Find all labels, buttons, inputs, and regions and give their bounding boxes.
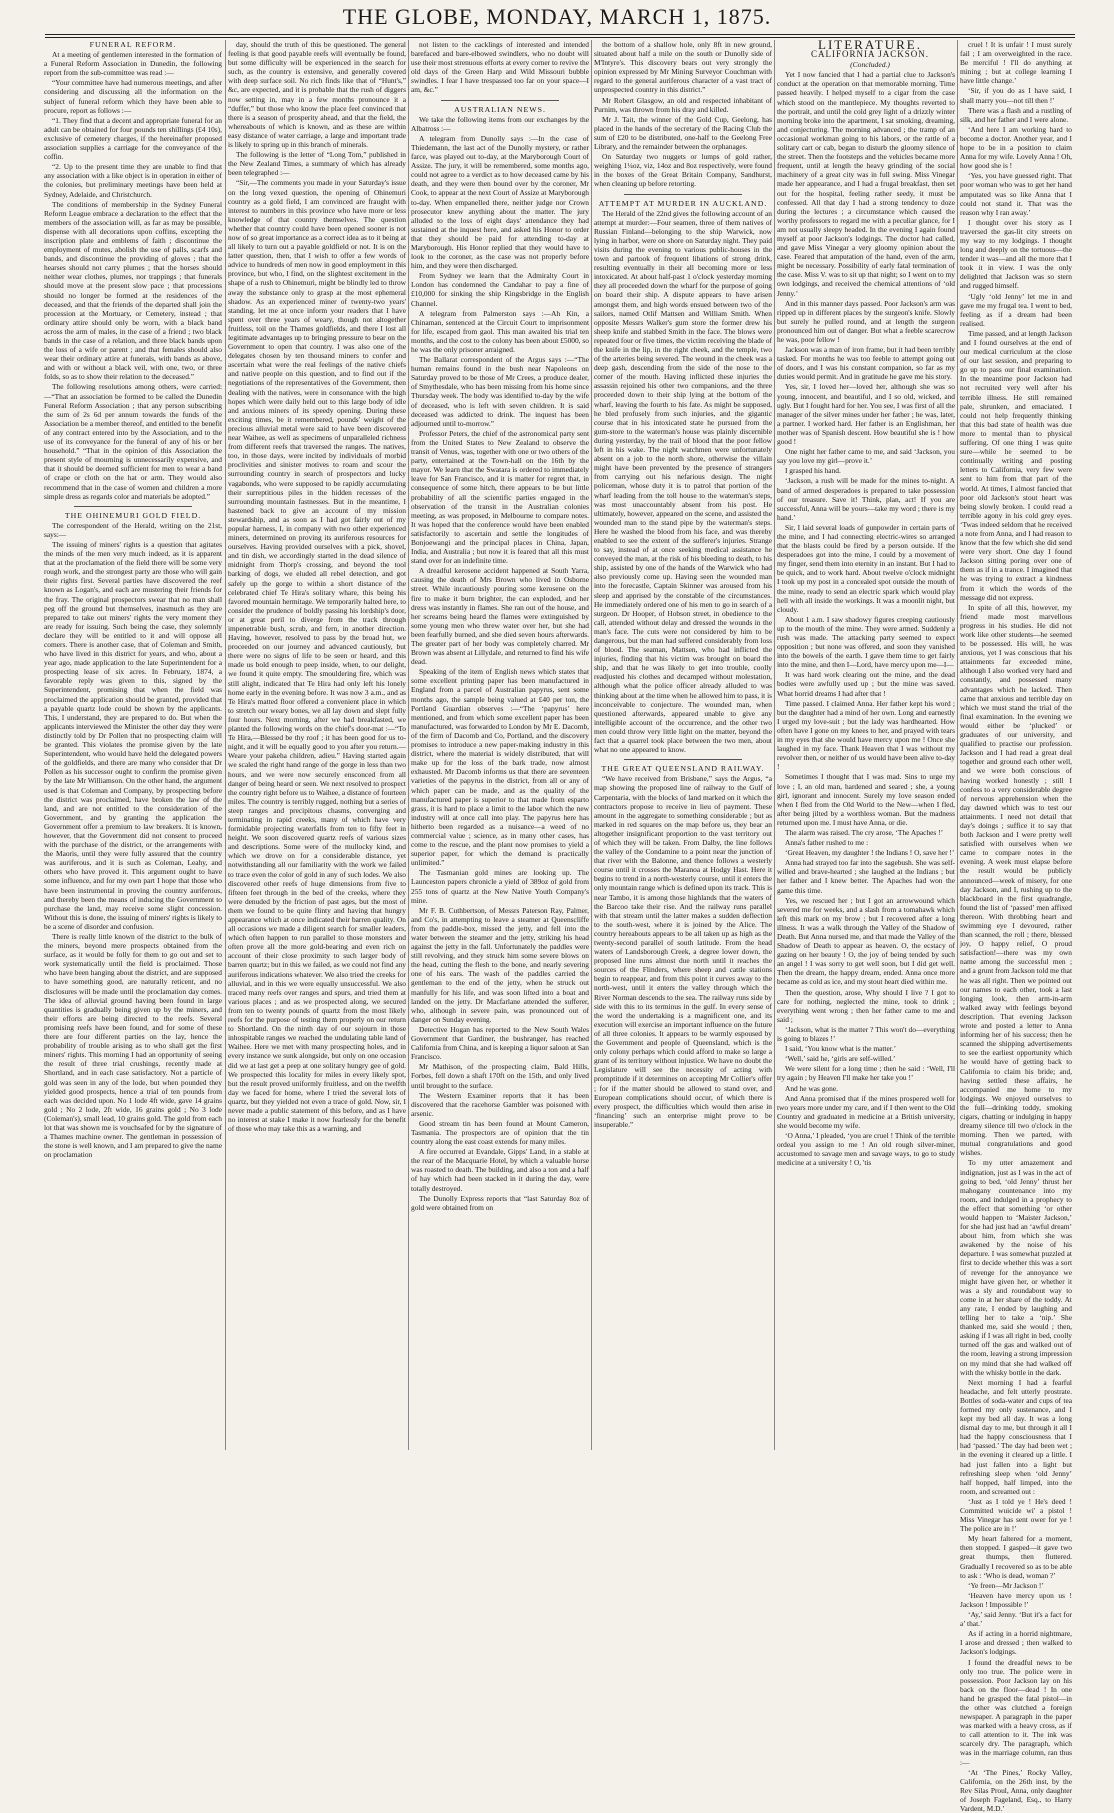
article-heading: FUNERAL REFORM. bbox=[89, 40, 177, 49]
article-heading: AUSTRALIAN NEWS. bbox=[454, 104, 546, 114]
paragraph: Sometimes I thought that I was mad. Sins to urge my love ; I, an old man, hardened and seared ; she, a young girl, ignorant and innocent. Surely my love season ended when I fled from the Old World to the New—when I fled, after being jilted by a worthless woman. But the madness returned upon me. I must have Anna, or die. bbox=[777, 772, 955, 827]
paragraph: The Tasmanian gold mines are looking up. The Launceston papers chronicle a yield of 389oz of gold from 255 tons of quartz at the New Native Youth Company's mine. bbox=[411, 868, 589, 905]
paragraph: ‘Ay,’ said Jenny. ‘But it's a fact for a’ that.’ bbox=[960, 1610, 1072, 1629]
column-5 bbox=[777, 37, 955, 1450]
paragraph: “Your committee have had numerous meetings, and after considering and discussing all the information on the subject of funeral reform which they have been able to procure, report as follows :— bbox=[44, 78, 222, 115]
paragraph: On Saturday two nuggets or lumps of gold rather, weighing 1¼oz, viz, 14oz and 8oz respectively, were found in the boxes of the Great Britain Company, Sandhurst, when cleaning up before retorting. bbox=[594, 152, 772, 189]
paragraph: ‘Yes, you have guessed right. That poor woman who was to get her hand amputated was so like Anna that I could not stand it. That was the reason why I ran away.’ bbox=[960, 171, 1072, 217]
paragraph: The following resolutions among others, were carried:—“That an association be formed to be called the Dunedin Funeral Reform Association ; that any person subscribing the sum of 2s 6d per annum towards the funds of the Association be a member thereof, and entitled to the benefit of any contract entered into by the Association, and to the use of its conveyance for the funeral of any of his or her household.” “That in the opinion of this Association the present style of mourning is unnecessarily expensive, and that it should be deemed sufficient for men to wear a band of crape or cloth on the hat or arm. They would also recommend that in the case of women and children a more simple dress as regards color and materials be adopted.” bbox=[44, 382, 222, 501]
paragraph: I found the dreadful news to be only too true. The police were in possession. Poor Jackson lay on his back on the floor—dead ! In one hand he grasped the fatal pistol—in the other was clutched a foreign newspaper. A paragraph in the paper was marked with a heavy cross, as if to call attention to it. The ink was scarcely dry. The paragraph, which was in the marriage column, ran thus :— bbox=[960, 1657, 1072, 1767]
paragraph: My heart faltered for a moment, then stopped. I gasped—it gave two great thumps, then fluttered. Gradually I recovered so as to be able to ask : ‘Who is dead, woman ?’ bbox=[960, 1534, 1072, 1580]
paragraph: ‘At ‘The Pines,’ Rocky Valley, California, on the 26th inst, by the Rev Silas Proul, Anna, only daughter of Joseph Fageland, Esq., to Harry Vardent, M.D.’ bbox=[960, 1767, 1072, 1813]
paragraph: One night her father came to me, and said ‘Jackson, you say you love my girl—prove it.’ bbox=[777, 447, 955, 466]
paragraph: Anna's father rushed to me : bbox=[785, 838, 869, 848]
masthead-rule bbox=[45, 34, 1075, 35]
paragraph: A telegram from Palmerston says :—Ah Kin, a Chinaman, sentenced at the Circuit Court to imprisonment for life, escaped from gaol. This man awaited his trial ten months, and the cost to the colony has been about £5000, so he was the only prisoner arraigned. bbox=[411, 308, 589, 354]
article-heading: ATTEMPT AT MURDER IN AUCKLAND. bbox=[598, 198, 768, 208]
paragraph: Anna had strayed too far into the sagebush. She was self-willed and brave-hearted ; she laughed at the Indians ; but her father and I knew better. The Apaches had won the game this time. bbox=[777, 858, 955, 895]
column-divider bbox=[591, 40, 592, 1450]
column-2 bbox=[228, 40, 406, 1450]
paragraph: day, should the truth of this be questioned. The general feeling is that good payable reefs will eventually be found, but some difficulty will be experienced in the search for such, as the country is extensive, and generally covered with deep surface soil. No rich finds like that of “Hunt's,” &c, are expected, and it is probable that the rush of diggers now setting in, may in a few months pronounce it a “duffer,” but those who know the place feel convinced that there is a season of prosperity ahead, and that the field, the whereabouts of which is known, and as these are within easy distance of water carriage, a large and important trade is likely to spring up in this branch of minerals. bbox=[228, 40, 406, 150]
paragraph: Yet I now fancied that I had a partial clue to Jackson's conduct at the operation on that memorable morning. Time passed heavily. I helped myself to a cigar from the case which stood on the mantlepiece. My thoughts reverted to the portrait, and until the cold grey light of a drizzly winter morning broke into the apartment, I sat smoking, dreaming, and conjecturing. The morning advanced ; the tramp of an occasional workman going to his labors, or the rattle of a solitary cart or cab, began to disturb the gloomy silence of the street. Then the footsteps and the vehicles became more frequent, until at length the heavy grinding of the social machinery of a great city was in full swing. Miss Vinegar made her appearance, and I had a frugal breakfast, then set out for the hospital, feeling rather seedy, it must be confessed. All that day I had a strong tendency to doze during the lectures ; a circumstance which caused the worthy professors to regard me with a peculiar glance, for I am not usually sleepy headed. In the evening I again found myself at poor Jackson's lodgings. The doctor had called, and gave Miss Vinegar a very gloomy opinion about the case. Feared that amputation of the hand, even of the arm, might be necessary. Possibility of early fatal termination of the case. Miss V. was to sit up that night; so I went on to my own lodgings, and received the chemical attentions of ‘old Jenny.’ bbox=[777, 70, 955, 298]
column-divider bbox=[225, 40, 226, 1450]
section-rule bbox=[624, 759, 742, 760]
column-6 bbox=[960, 40, 1073, 1813]
section-rule bbox=[441, 100, 559, 101]
paragraph: Professor Peters, the chief of the astronomical party sent from the United States to New Zealand to observe the transit of Venus, was, together with one or two others of the party, entertained at the Town-hall on the 16th by the mayor. We learn that the Swatara is ordered to immediately leave for San Francisco, and it is matter for regret that, in consequence of some hitch, there appears to be but little probability of all the scientific parties engaged in the observation of the transit in the Australian colonies meeting, as was proposed, in Melbourne to compare notes. It was hoped that the conference would have been enabled satisfactorily to ascertain and settle the longitudes of Bonjoewangi and the principal places in China, Japan, India, and Australia ; but now it is feared that all this must stand over for an indefinite time. bbox=[411, 428, 589, 566]
paragraph: It was hard work clearing out the mine, and the dead bodies were awfully used up ; but the mine was saved. What horrid dreams I had after that ! bbox=[777, 670, 955, 698]
paragraph: Speaking of the item of English news which states that some excellent printing paper has been manufactured in England from a parcel of Australian papyrus, sent some months ago, the sample being valued at £40 per ton, the Portland Guardian observes :—“The ‘papyrus’ here mentioned, and from which some excellent paper has been manufactured, was forwarded to London by Mr E. Dacomb, of the firm of Dacomb and Co, Portland, and the discovery promises to introduce a new paper-making industry in this district, where the material is widely distributed, that will make up for the loss of the bark trade, now almost exhausted. Mr Dacomb informs us that there are seventeen varieties of the papyrus in the district, from all or any of which paper can be made, and as the quality of the manufactured paper is superior to that made from esparto grass, it is hard to place a limit to the labor which the new industry will at once call into play. The papyrus here has hitherto been regarded as a nuisance—a weed of no commercial value ; science, as in many other cases, has come to the rescue, and the plant now promises to yield a superior paper, for which the demand is practically unlimited.” bbox=[411, 667, 589, 868]
paragraph: not listen to the cacklings of interested and intended barefaced and bare-elbowed swindlers, who no doubt will use their most strenuous efforts at every corner to revive the old days of the Green Harp and Wild Missouri bubble swindles. I fear I have trespassed too far on your space—I am, &c.” bbox=[411, 40, 589, 95]
column-1 bbox=[44, 40, 222, 1450]
paragraph: We were silent for a long time ; then he said : ‘Well, I'll try again ; by Heaven I'll make her take you !’ bbox=[777, 1064, 955, 1083]
paragraph: ‘Well,’ said he, ‘girls are self-willed.’ bbox=[785, 1054, 896, 1064]
story-title: CALIFORNIA JACKSON. bbox=[810, 49, 929, 60]
paragraph: ‘Jackson, what is the matter ? This won't do—everything is going to blazes !’ bbox=[777, 1024, 955, 1044]
paragraph: Sir, I laid several loads of gunpowder in certain parts of the mine, and I had connecting electric-wires so arranged that the blasts could be fired by a person outside. If the desperadoes got into the mine, I could by a movement of my finger, send them into eternity in an instant. But I had to be quick, and to work hard. About twelve o'clock midnight I took up my post in a concealed spot outside the mouth of the mine, ready to send an electric spark which would play hell with all inside the workings. It was a moonlit night, but cloudy. bbox=[777, 522, 955, 614]
paragraph: And he was gone. bbox=[785, 1083, 838, 1093]
paragraph: At a meeting of gentlemen interested in the formation of a Funeral Reform Association in Dunedin, the following report from the sub-committee was read :— bbox=[44, 50, 222, 78]
article-heading: THE GREAT QUEENSLAND RAILWAY. bbox=[601, 764, 765, 774]
paragraph: The Herald of the 22nd gives the following account of an attempt at murder:—Four seamen, three of them natives of Russian Finland—belonging to the ship Warwick, now lying in harbor, were on shore on Saturday night. They paid visits during the evening to various public-houses in the town and partook of frequent libations of strong drink, resulting eventually in their all becoming more or less intoxicated. At about half-past 1 o'clock yesterday morning they all proceeded down the wharf for the purpose of going on board their ship. A dispute appears to have arisen amongst them, and high words ensued between two of the sailors, named Otlif Mattsen and William Smith. When opposite Messrs Walker's gum store the former drew his sheep knife and stabbed Smith in the face. The blows were repeated four or five times, the victim receiving the blade of the knife in the lip, in the right cheek, and the temple, two of the arteries being severed. The wound in the cheek was a deep gash, descending from the side of the nose to the corner of the mouth. Having inflicted these injuries the assassin rejoined his other two companions, and the three proceeded down to their ship lying at the bottom of the wharf, leaving the fourth to his fate. As might be supposed, he bled profusely from such injuries, and the gigantic course that in his intoxicated state he pursued from the gum-store to the waterman's house was plainly discernible during yesterday, by the trail of blood that the poor fellow left in his wake. The night watchmen were unfortunately absent on a job to the north shore, otherwise the villain might have been prevented by the presence of strangers from carrying out his nefarious design. The night policeman, whose duty it is to patrol that portion of the wharf leading from the toll house to the waterman's steps, was most unaccountably absent from his post. He ultimately, however, appeared on the scene, and assisted the wounded man to the stand pipe by the waterman's steps. Here he washed the blood from his face, and was thereby enabled to see the extent of the sufferer's injuries. Strange to say, instead of at once seeking medical assistance he conveyed the man, at the risk of his bleeding to death, to his ship, assisted by one of the hands of the Warwick who had also previously come up. Having seen the wounded man into the forecastle, Captain Skinner was aroused from his sleep and apprised by the constable of the circumstances. He immediately ordered one of his men to go in search of a surgeon. Dr Hooper, of Hobson street, in obedience to the call, attended without delay and dressed the wounds in the man's face. The cuts were not considered by him to be dangerous, but the man had suffered considerably from loss of blood. The seaman, Mattsen, who had inflicted the injuries, finding that his victim was brought on board the ship, and that he was likely to get into trouble, coolly readjusted his clothes and decamped without molestation, although what the police officer already alluded to was thinking about at the time when he allowed him to pass, it is inconceivable to conjecture. The wounded man, when questioned afterwards, appeared unable to give any intelligible account of the occurrence, and the other two men could throw very little light on the matter, beyond the fact that a quarrel took place between the two men, about what no one appeared to know. bbox=[594, 208, 772, 755]
paragraph: cruel ! It is unfair ! I must surely fail ; I am overweighted in the race. Be merciful ! I'll do anything at mining ; but at college learning I have little change.’ bbox=[960, 40, 1072, 86]
paragraph: Mr F. B. Cuthbertson, of Messrs Paterson Ray, Palmer, and Co's, in attempting to leave a steamer at Queenscliffe from the paddle-box, missed the jetty, and fell into the water between the steamer and the jetty, striking his head against the jetty in the fall. Unfortunately the paddles were still revolving, and they struck him some severe blows on the head, cutting the flesh to the bone, and nearly severing one of his ears. The wash of the paddles carried the gentleman to the end of the jetty, when he struck out manfully for his life, and was soon lifted into a boat and landed on the jetty. Dr Macfarlane attended the sufferer, who, although in severe pain, was pronounced out of danger on Sunday evening. bbox=[411, 905, 589, 1024]
column-4 bbox=[594, 40, 772, 1450]
paragraph: There is really little known of the district to the bulk of the miners, beyond mere prospects obtained from the surface, as it would be folly for them to go out and set to work systematically until the field is proclaimed. Those who have been hanging about the district, and are supposed to have something good, are naturally reticent, and no disclosures will be made until the proclamation day comes. The idea of alluvial ground having been found in large quantities is gradually being given up by the miners, and their efforts are being directed to the reefs. Several promising reefs have been found, and for some of these there are four different parties on the lay, hence the probability of trouble arising as to who shall get the first miners' rights. This morning I had an opportunity of seeing the result of three trial crushings, recently made at Shortland, and in each case satisfactory. Not a particle of gold was seen in any of the lode, but when pounded they yielded good prospects, hence a trial of ten pounds from each was decided upon. No 1 lode 4ft wide, gave 14 grains gold ; No 2 lode, 2ft wide, 16 grains gold ; No 3 lode (Coleman's), small lead, 10 grains gold. The gold from each lot that was shown me is vouchsafed for by the signature of a Thames machine owner. The gentleman in possession of the stone is well known, and I am prepared to give the name on proclamation bbox=[44, 932, 222, 1160]
paragraph: There was a flash and a rustling of silk, and her father and I were alone. bbox=[960, 105, 1072, 124]
paragraph: The following is the letter of “Long Tom,” published in the New Zealand Times, a summary of which has already been telegraphed :— bbox=[228, 150, 406, 178]
paragraph: Detective Hogan has reported to the New South Wales Government that Gardiner, the bushranger, has reached California from China, and is keeping a liquor saloon at San Francisco. bbox=[411, 1024, 589, 1062]
story-note: (Concluded.) bbox=[850, 60, 890, 70]
paragraph: ‘And here I am working hard to become a doctor. Another year, and I hope to be in a position to claim Anna for my wife. Lovely Anna ! Oh, how good she is ! bbox=[960, 124, 1072, 171]
paragraph: And in this manner days passed. Poor Jackson's arm was ripped up in different places by the surgeon's knife. Slowly but surely he pulled round, and at length the surgeon pronounced him out of danger. But what a feeble scarecrow he was, poor fellow ! bbox=[777, 298, 955, 344]
section-rule bbox=[624, 194, 742, 195]
paragraph: ‘Ye freen—Mr Jackson !’ bbox=[968, 1580, 1044, 1590]
paragraph: Time passed, and at length Jackson and I found ourselves at the end of our medical curriculum at the close of our last session, and preparing to go up to pass our final examination. In the meantime poor Jackson had not recruited very well after his terrible illness. He still remained pale, shrunken, and emaciated. I could not help frequently thinking that this bad state of health was due more to mental than to physical suffering. Of one thing I was quite sure—while he seemed to be continually writing and posting letters to California, very few were sent to him from that part of the world. At times, I almost fancied that poor old Jackson's stout heart was being slowly broken. I could read a terrible agony in his cold grey eyes. ‘Twas indeed seldom that he received a note from Anna, and I had reason to know that the few which she did send were very short. One day I found Jackson sitting poring over one of them as if in a trance. I imagined that he was trying to extract a kindness from it which the words of the message did not express. bbox=[960, 328, 1073, 602]
paragraph: ‘Jackson, a rush will be made for the mines to-night. A band of armed desperadoes is prepared to take possession of our treasure. Save it! Think, plan, act! If you are successful, Anna will be yours—take my word ; there is my hand.’ bbox=[777, 476, 955, 522]
paragraph: ‘Heaven have mercy upon us ! Jackson ! Impossible !’ bbox=[960, 1590, 1072, 1609]
column-divider bbox=[774, 40, 775, 1450]
paragraph: “1. They find that a decent and appropriate funeral for an adult can be obtained for four pounds ten shillings (£4 10s), exclusive of cemetery charges, if the hereinafter proposed association supplies a carriage for the conveyance of the coffin. bbox=[44, 115, 222, 162]
paragraph: ‘Great Heaven, my daughter ! the Indians ! O, save her !’ bbox=[785, 848, 955, 858]
paragraph: ‘Ugly ‘old Jenny’ let me in and gave me my frugal tea. I went to bed, feeling as if a dream had been realised. bbox=[960, 291, 1072, 328]
article-heading: THE OHINEMURI GOLD FIELD. bbox=[64, 510, 202, 520]
paragraph: Mr Mathison, of the prospecting claim, Bald Hills, Forbes, fell down a shaft 170ft on the 15th, and only lived until brought to the surface. bbox=[411, 1062, 589, 1090]
paragraph: Jackson was a man of iron frame, but it had been terribly tasked. For months he was too feeble to attempt going out of doors, and I was his constant companion, so far as my duties would permit. And in gratitude he gave me his story. bbox=[777, 345, 955, 382]
paragraph: The alarm was raised. The cry arose, ‘The Apaches !’ bbox=[785, 827, 944, 837]
paragraph: Good stream tin has been found at Mount Cameron, Tasmania. The prospectors are of opinion that the tin country along the east coast extends for many miles. bbox=[411, 1118, 589, 1147]
paragraph: The conditions of membership in the Sydney Funeral Reform League embrace a declaration to the effect that the members of the association will, as far as may be possible, dispense with all decorations upon coffins, excepting the inscription plate and emblems of faith ; discontinue the employment of mutes, abolish the use of palls, scarfs and bands, and discontinue the providing of gloves ; that the hearses should not carry plumes ; that the horses should neither wear clothes, plumes, nor trappings ; that funerals should move at the present slow pace ; that processions should no longer be formed at the residences of the deceased, and that the friends of the departed shall join the procession at the Mortuary, or Cemetery, instead ; that ordinary attire should only be worn, with a black band across the arm of males, in the case of a friend ; two black bands in the case of a relation, and three black bands upon the loss of a wife or parent ; and that females should also wear their ordinary attire at funerals, with bands as above, and with or without a black veil, with one, two, or three folds, so as to show their relation to the deceased.” bbox=[44, 199, 222, 382]
column-3 bbox=[411, 40, 589, 1450]
paragraph: A telegram from Dunolly says :—In the case of Thiedemann, the last act of the Dunolly mystery, or rather farce, was played out to-day, at the Maryborough Court of Assize. The jury, it will be remembered, some months ago, could not agree to a verdict as to how deceased came by his death, and they were then bound over by the coroner, Mr Cook, to appear at the next Court of Assize at Maryborough to-day. When empanelled there, neither judge nor Crown prosecutor knew anything about the matter. The jury alluded to the loss of eight days' attendance they had sustained at the inquest here, and asked his Honor to order that they should be paid for attending to-day at Maryborough. His Honor replied that they would have to look to the coroner, as the case was not properly before him, and they were then discharged. bbox=[411, 133, 589, 271]
paragraph: Mr J. Tait, the winner of the Gold Cup, Geelong, has placed in the hands of the secretary of the Racing Club the sum of £20 to be distributed, one-half to the Geelong Free Library, and the remainder between the orphanages. bbox=[594, 114, 772, 152]
paragraph: The Ballarat correspondent of the Argus says :—“The human remains found in the bush near Napoleons on Saturday proved to be those of Mr Crees, a produce dealer, of Smythesdale, who has been missing from his home since Thursday week. The body was identified to-day by the wife of deceased, who is left with seven children. It is said deceased was addicted to drink. The inquest has been adjourned until to-morrow.” bbox=[411, 355, 589, 428]
paragraph: I thought over his story as I traversed the gas-lit city streets on my way to my lodgings. I thought long and deeply on the tortuous—the tender it was—and all the more that I took it in view. I was the only delighted that Jackson was so stern and rugged himself. bbox=[960, 217, 1072, 291]
paragraph: I said, ‘You know what is the matter.’ bbox=[785, 1044, 897, 1054]
paragraph: “Sir,—The comments you made in your Saturday's issue on the long vexed question, the opening of Ohinemuri country as a gold field, I am convinced are fraught with interest to numbers in this province who have more or less knowledge of that country themselves. The question whether that country could have been opened sooner is not now of so great importance as a correct idea as to it being at all likely to turn out a payable goldfield or not. It is on the latter question, then, that I wish to offer a few words of advice to hundreds of men now in good employment in this province, but who, I find, on the slightest excitement in the shape of a rush to Ohinemuri, might be blindly led to throw away the substance only to grasp at the most ephemeral shadow. As an experienced miner of twenty-two years' standing, let me at once inform your readers that I have spent over three years of weary, though not altogether fruitless, toil on the Thames goldfields, and there I lost all legitimate advantages up to bringing pressure to bear on the Government to open that country. I was also one of the delegates chosen by ten thousand miners to confer and ascertain what were the real feelings of the native chiefs and native people on this question, and to find out if the negotiations of the representatives of the Government, then dealing with the natives, were in consonance with the high hopes which were daily held out to this large body of idle and anxious miners of its speedy opening. During these exciting times, be it remembered, pounds' weight of the precious alluvial metal were said to have been discovered near Waihee, as well as specimens of unparalleled richness from different reefs that traversed the ranges. The natives, too, in those days, were incited by individuals of morbid proclivities and sinister motives to roam and scour the surrounding country in search of prospectors and lucky vagabonds, who were supposed to be rapidly accumulating their surreptitious piles in the hidden recesses of the surrounding mountain fastnesses. But in the meantime, I hastened back to give an account of my mission stewardship, and as soon as I had got fairly out of my popular harness, I, in company with two other experienced miners, determined on proving its auriferous resources for ourselves. Having provided ourselves with a pick, shovel, and tin dish, we accordingly started in the dead silence of midnight from Thorp's crossing, and beyond the tool barking of dogs, we eluded all rebel detection, and got safely up the gorge to within a short distance of the celebrated chief Te Hira's solitary whare, this being his favored mountain hermitage. We temporarily halted here, to consider the prudence of boldly passing his lordship's door, or at great peril to diverge from the track through impenetrable bush, scrub, and fern, in another direction. Having, however, resolved to pass by the broad hut, we proceeded on our journey and advanced cautiously, but there were no signs of life to be seen or heard, and this made us bold enough to peep inside, when, to our delight, we found it quite empty. The smouldering fire, which was still alight, indicated that Te Hira had only left his lonely home early in the evening before. It was now 3 a.m., and as Te Hira's matted floor offered a convenient place in which to stretch our weary bones, we all lay down and slept fully four hours. Next morning, after we had breakfasted, we planted the following words on the chief's door-mat :—“To Te Hira,—Blessed be thy roof ; it has been good for us to-night, and it will be equally good to you after you return.—Weare your pakeha children, adieu.” Having started again we scaled the right hand range of the gorge in less than two hours, and we were now securely ensconced from all danger of being heard or seen. We next resolved to prospect the country right before us to Waihee, a distance of fourteen miles. The country is terribly rugged, nothing but a series of steep ranges and precipitous chasms, converging and terminating in rapid creeks, many of which have very formidable projecting waterfalls from ten to fifty feet in height. We soon discovered quartz reefs of various sizes and descriptions. Some were of the mullocky kind, and which we drove on for a considerable distance, yet notwithstanding all our familiarity with the work we failed to trace even the color of gold in any of such lodes. We also discovered other reefs of huge dimensions from five to fifteen feet through in the bed of the creeks, where they were denuded by the friction of past ages, but the most of them we found to be quite flinty and having that hungry appearance which at once indicated their barren quality. On all occasions we made a diligent search for smaller leaders, which often happen to run parallel to those monsters and often prove all the more gold-bearing and even rich on account of their close proximity to such larger body of barren quartz; but in this we failed, as we could not find any auriferous indications whatever. We also tried the creeks for alluvial, and in this we were equally unsuccessful. We also traced many reefs over ranges and spurs, and tried them at various places ; and as we prospected along, we secured from ten to twenty pounds of quartz from the most likely reefs for the purpose of testing them properly on our return to Shortland. On the ninth day of our sojourn in those inhospitable ranges we reached the undulating table land of Waihee. Here we met with many prospecting holes, and in every instance we sunk alongside, but only on one occasion did we at last get a peep at one solitary hungry gee of gold. We prospected this locality for miles in every likely spot, but the result proved uniformly fruitless, and on the twelfth day we faced for home, where I tried the several lots of quartz, but they yielded not even a trace of gold. Now, sir, I never made a public statement of this before, and as I have no interest at stake I make it now fearlessly for the benefit of those who may take this as a warning, and bbox=[228, 178, 406, 1134]
paragraph: The correspondent of the Herald, writing on the 21st, says:— bbox=[44, 520, 222, 539]
paragraph: A fire occurred at Evandale, Gipps' Land, in a stable at the rear of the Macquarie Hotel, by which a valuable horse was roasted to death. The building, and also a ton and a half of hay which had been stacked in it during the day, were totally destroyed. bbox=[411, 1147, 589, 1193]
paragraph: The Western Examiner reports that it has been discovered that the racehorse Gambler was poisoned with arsenic. bbox=[411, 1090, 589, 1118]
paragraph: Time passed. I claimed Anna. Her father kept his word ; but the daughter had a mind of her own. Long and earnestly I urged my love-suit ; but the lady was hardhearted. How often have I gone on my knees to her, and prayed with tears in my eyes that she would have mercy upon me ! Once she laughed in my face. Thank Heaven that I was without my revolver then, or neither of us would have been alive to-day ! bbox=[777, 698, 955, 772]
paragraph: “2. Up to the present time they are unable to find that any association with a like object is in operation in either of the colonies, but preliminary meetings have been held at Sydney, Adelaide, and Christchurch. bbox=[44, 162, 222, 199]
paragraph: I grasped his hand. bbox=[785, 466, 841, 476]
section-rule bbox=[74, 506, 192, 507]
paragraph: To my utter amazement and indignation, just as I was in the act of going to bed, ‘old Jenny’ thrust her mahogany countenance into my room, and indulged in a prophecy to the effect that something ‘or other would happen to ‘Maister Jackson,’ for she had just had an ‘awful dream’ about him, from which she was awakened by the noise of his departure. I was somewhat puzzled at first to decide whether this was a sort of revenge for the annoyance we might have given her, or whether it was a sly and roundabout way to come in at her share of the toddy. At any rate, I ended by laughing and telling her to take a ‘nip.’ She thanked me, said she would ; then, asking if I was all right in bed, coolly turned off the gas and walked out of the room, leaving a strong impression on my mind that she had walked off with the whisky bottle in the dark. bbox=[960, 1158, 1072, 1377]
paragraph: The issuing of miners' rights is a question that agitates the minds of the men very much indeed, as it is apparent that at the proclamation of the field there will be some very rough work, and the strongest party are those who will gain their rights first. Several parties have discovered the reef known as Logan's, and each are mustering their friends for the fray. The original prospectors swear that no man shall peg off the ground but themselves, inasmuch as they are prepared to take out miners' rights the very moment they are ready for issuing. Such being the case, they solemnly declare they will be entitled to it and will oppose all comers. There is another case, that of Coleman and Smith, who have lived in this district for years, and who, about a year ago, made application to the late Superintendent for a prospecting lease of six acres. In February, 1874, a favorable reply was given to this, signed by the Superintendent, promising that when the field was proclaimed the application should be granted, provided that a payable quartz lode could be shown by the applicants. This, I understand, they are prepared to do. But when the applicants interviewed the Minister the other day they were distinctly told by Dr Pollen that no prospecting claim will be granted. This violates the promise given by the late Superintendent, who would have held the delegated powers of the goldfields, and there are many who consider that Dr Pollen as his successor ought to confirm the promise given by the late Mr Williamson. On the other hand, the argument used is that Coleman and Company, by prospecting before the district was proclaimed, have broken the law of the land, and are not entitled to the consideration of the Government, and by granting the application the Government offer a premium to law breakers. It is known, however, that the Government did not consent to proceed with the purchase of the district, or the arrangements with the Maoris, until they were fully assured that the country was auriferous, and it is such as Coleman, Leahy, and others who have proved it. This argument ought to have some influence, and for my own part I hope that those who have been instrumental in proving the country auriferous, and thereby been the means of inducing the Government to purchase the land, may receive some slight concession. Without this is done, the issuing of miners' rights is likely to be a scene of disorder and confusion. bbox=[44, 539, 222, 931]
paragraph: the bottom of a shallow hole, only 8ft in new ground, situated about half a mile on the south or Dunolly side of M'Intyre's. This discovery bears out very strongly the opinion expressed by Mr Mining Surveyor Couchman with regard to the general auriferous character of a vast tract of unprospected country in this district.” bbox=[594, 40, 772, 95]
paragraph: ‘O Anna,’ I pleaded, ‘you are cruel ! Think of the terrible ordeal you assign to me ! An old rough silver-miner, accustomed to savage men and savage ways, to go to study medicine at a university ! O, 'tis bbox=[777, 1130, 955, 1168]
paragraph: About 1 a.m. I saw shadowy figures creeping cautiously up to the mouth of the mine. They were armed. Suddenly a rush was made. The attacking party seemed to expect opposition ; but none was offered, and soon they vanished into the bowels of the earth. I gave them time to get fairly into the mine, and then I—Lord, have mercy upon me—I— bbox=[777, 614, 955, 670]
paragraph: A dreadful kerosene accident happened at South Yarra, causing the death of Mrs Brown who lived in Osborne street. While incautiously pouring some kerosene on the fire to make it burn brighter, the can exploded, and her dress was instantly in flames. She ran out of the house, and her screams being heard the flames were extinguished by some young men who threw water over her, but she had been fearfully burned, and she died seven hours afterwards. The greater part of her body was completely charred. Mr Brown was absent at Lillydale, and returned to find his wife dead. bbox=[411, 566, 589, 667]
paragraph: And Anna promised that if the mines prospered well for two years more under my care, and if I then went to the Old Country and graduated in medicine at a British university, she would become my wife. bbox=[777, 1093, 955, 1130]
paragraph: In spite of all this, however, my friend made most marvellous progress in his studies. He did not work like other students—he seemed to be possessed. His will, he was anxious, yet I was conscious that his attainments far exceeded mine, although I also worked very hard and constantly, and possessed many advantages which he lacked. Then came that anxious and terrible day on which we must stand the trial of the final examination. In the evening we would either be ‘plucked’ or graduates of our university, and qualified to practise our profession. Jackson and I had read a great deal together and ground each other well, and we were both conscious of having worked honestly ; still I confess to a very considerable degree of nervous apprehension when the day dawned which was to test our attainments. I need not detail that day's doings ; suffice it to say that both Jackson and I were pretty well satisfied with ourselves when we came to compare notes in the evening. A week must elapse before the result would be publicly announced—week of misery, for one day Jackson, and I, rushing up to the blackboard in the first quadrangle, found the list of ‘passed’ men affixed thereon. With throbbing heart and swimming eye I devoured, rather than scanned, the roll ; there, blessed joy, O happy relief, O proud satisfaction!—there was my own name among the successful men ; and a grunt from Jackson told me that he was all right. Then we pointed out our names to each other, took a last longing look, then arm-in-arm walked away with feelings beyond description. That evening Jackson wrote and posted a letter to Anna informing her of his success; then he scanned the shipping advertisements to see the earliest opportunity which he would have of getting back to California to claim his bride; and, having settled these affairs, he accompanied me home to my lodgings. We enjoyed ourselves to the full—drinking toddy, smoking cigars, chatting or indulging in happy dreamy silence till two o'clock in the morning. Then we parted, with mutual congratulations and good wishes. bbox=[960, 602, 1072, 1158]
paragraph: The Dunolly Express reports that “last Saturday 8oz of gold were obtained from on bbox=[411, 1193, 589, 1212]
paragraph: “We have received from Brisbane,” says the Argus, “a map showing the proposed line of railway to the Gulf of Carpentaria, with the blocks of land marked on it which the contractors propose to receive in lieu of payment. These amount in the aggregate to something considerable ; but as marked in red squares on the map before us, they bear an altogether insignificant proportion to the vast territory out of which they will be taken. From Dalby, the line follows the valley of the Condamine to a point near the junction of that river with the Balonne, and thence follows a westerly course until it crosses the Maranoa at Hodgy Hast. Here it begins to trend in a north-westerly course, until it enters the only mountain range which is defined upon its track. This is near Tambo, it is among those highlands that the waters of the Barcoo take their rise. And the railway runs parallel with that stream until the latter makes a sudden deflection to the south-west, where it is joined by the Alice. The country hereabouts appears to be all taken up as high as the twenty-second parallel of south latitude. From the head waters of Landsborough Creek, a degree lower down, the proposed line runs almost due north until it reaches the sources of the Flinders, where sheep and cattle stations begin to reappear, and from this point it curves away to the north-west, until it enters the valley through which the River Norman descends to the sea. The railway runs side by side with this to its terminus in the gulf. In every sense of the word the undertaking is a magnificent one, and its execution will exercise an important influence on the future of all three colonies. It appears to be warmly espoused by the Government and people of Queensland, which is the only colony perhaps which could afford to make so large a grant of its territory without injustice. We have no doubt the Legislature will see the necessity of acting with promptitude if it determines on accepting Mr Collier's offer ; for if the matter should be allowed to stand over, and European complications should occur, of which there is every prospect, the difficulties which would then arise in ‘financing’ such an enterprise might prove to be insuperable.” bbox=[594, 774, 772, 1129]
paragraph: ‘Sir, if you do as I have said, I shall marry you—not till then !’ bbox=[960, 86, 1072, 105]
paragraph: From Sydney we learn that the Admiralty Court in London has condemned the Candahar to pay a fine of £10,000 for sinking the ship Kingsbridge in the English Channel. bbox=[411, 271, 589, 308]
section-title: LITERATURE. bbox=[818, 37, 922, 52]
paragraph: We take the following items from our exchanges by the Albatross :— bbox=[411, 114, 589, 133]
paragraph: ‘Just as I told ye ! He's deed ! Committed wuicide wi' a pistol ! Miss Vinegar has sent ower for ye ! The police are in !’ bbox=[960, 1496, 1072, 1534]
paragraph: Next morning I had a fearful headache, and felt utterly prostrate. Bottles of soda-water and cups of tea formed my only sustenance, and I kept my bed all day. It was a long dismal day to me, but through it all I had the happy consciousness that I had ‘passed.’ The day had been wet ; in the evening it cleared up a little. I had just fallen into a light but refreshing sleep when ‘old Jenny’ half hopped, half limped, into the room, and screamed out : bbox=[960, 1377, 1072, 1496]
paragraph: Yes, we rescued her ; but I got an arrowwound which severed me for weeks, and a slash from a tomahawk which left this mark on my brow ; but I recovered after a long illness. It was a walk through the Valley of the Shadow of Death. But Anna nursed me, and that made the Valley of the Shadow of Death to appear as heaven. O, the ecstacy of gazing on her beauty ! O, the joy of being tended by such an angel ! I was sorry to get well soon, but I did get well. Then the dream, the happy dream, ended. Anna once more became as cold as ice, and my stout heart died within me. bbox=[777, 895, 955, 987]
column-divider bbox=[957, 40, 958, 1450]
paragraph: As if acting in a horrid nightmare, I arose and dressed ; then walked to Jackson's lodgings. bbox=[960, 1629, 1072, 1657]
paragraph: Then the question, arose, Why should I live ? I got to care for nothing, neglected the mine, took to drink ; everything went wrong ; then her father came to me and said ; bbox=[777, 987, 955, 1024]
paragraph: Mr Robert Glasgow, an old and respected inhabitant of Purnim, was thrown from his dray and killed. bbox=[594, 95, 772, 114]
masthead: THE GLOBE, MONDAY, MARCH 1, 1875. bbox=[342, 4, 772, 29]
column-divider bbox=[408, 40, 409, 1450]
paragraph: Yes, sir, I loved her—loved her, although she was so young, innocent, and beautiful, and I so old, wicked, and ugly. But I fought hard for her. You see, I was first of all the manager of the silver mines under her father ; he was, later, a partner. I worked hard. Her father is an Englishman, her mother was of Spanish descent. How beautiful she is ! how good ! bbox=[777, 382, 955, 447]
